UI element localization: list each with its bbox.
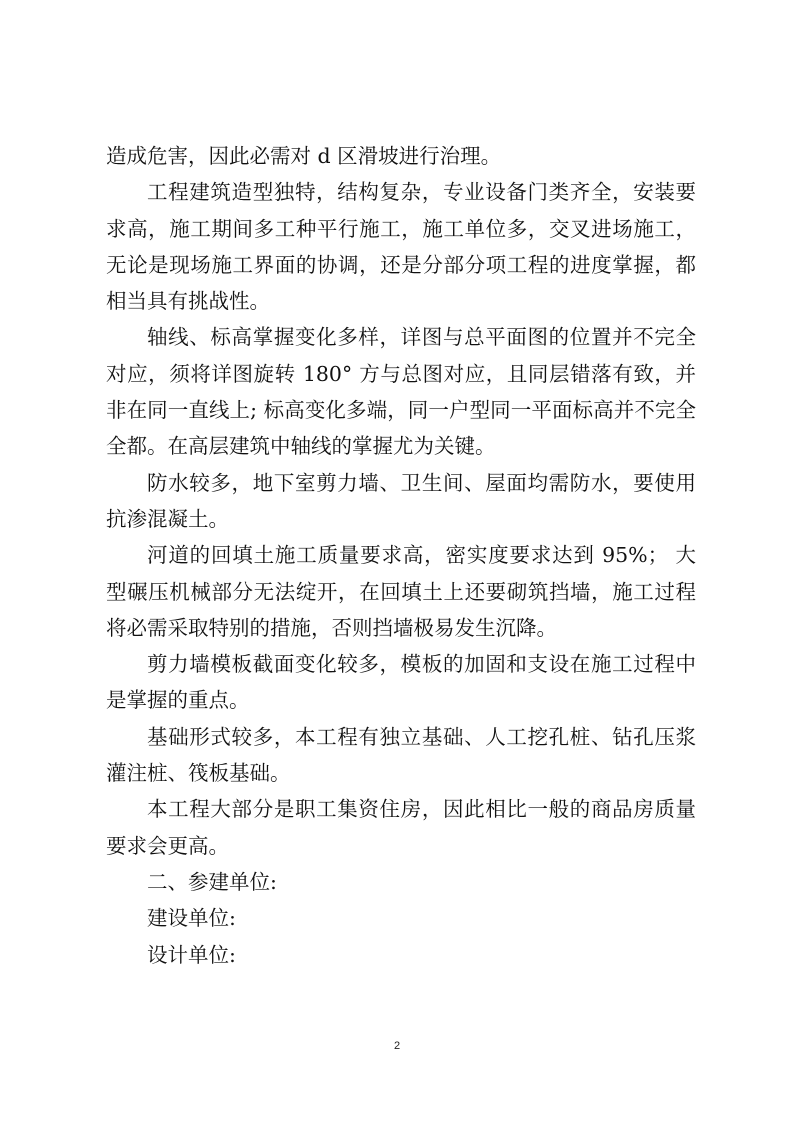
body-text	[106, 138, 696, 973]
field-design-unit: 设计单位:	[147, 942, 236, 967]
page-number: 2	[393, 1040, 401, 1052]
paragraph-formwork: 剪力墙模板截面变化较多，模板的加固和支设在施工过程中是掌握的重点。	[106, 652, 696, 713]
field-construction-unit: 建设单位:	[147, 906, 236, 931]
paragraph-continuation: 造成危害，因此必需对 d 区滑坡进行治理。	[106, 144, 502, 168]
paragraph-waterproofing: 防水较多，地下室剪力墙、卫生间、屋面均需防水，要使用抗渗混凝土。	[106, 470, 696, 531]
paragraph-axis-elevation: 轴线、标高掌握变化多样，详图与总平面图的位置并不完全对应，须将详图旋转 180° 方与总图对应，且同层错落有致，并非在同一直线上; 标高变化多端，同一户型同一平面标高并不完全全都。在高层建筑中轴线的掌握尤为关键。	[106, 325, 696, 459]
section-heading-participants: 二、参建单位:	[147, 869, 277, 894]
paragraph-building-design: 工程建筑造型独特，结构复杂，专业设备门类齐全，安装要求高，施工期间多工种平行施工，施工单位多，交叉进场施工，无论是现场施工界面的协调，还是分部分项工程的进度掌握，都相当具有挑战性。	[106, 180, 696, 314]
paragraph-backfill: 河道的回填土施工质量要求高，密实度要求达到 95%； 大型碾压机械部分无法绽开，在回填土上还要砌筑挡墙，施工过程将必需采取特别的措施，否则挡墙极易发生沉降。	[106, 543, 696, 640]
paragraph-foundation: 基础形式较多，本工程有独立基础、人工挖孔桩、钻孔压浆灌注桩、筏板基础。	[106, 724, 696, 786]
paragraph-housing-quality: 本工程大部分是职工集资住房，因此相比一般的商品房质量要求会更高。	[106, 797, 696, 858]
